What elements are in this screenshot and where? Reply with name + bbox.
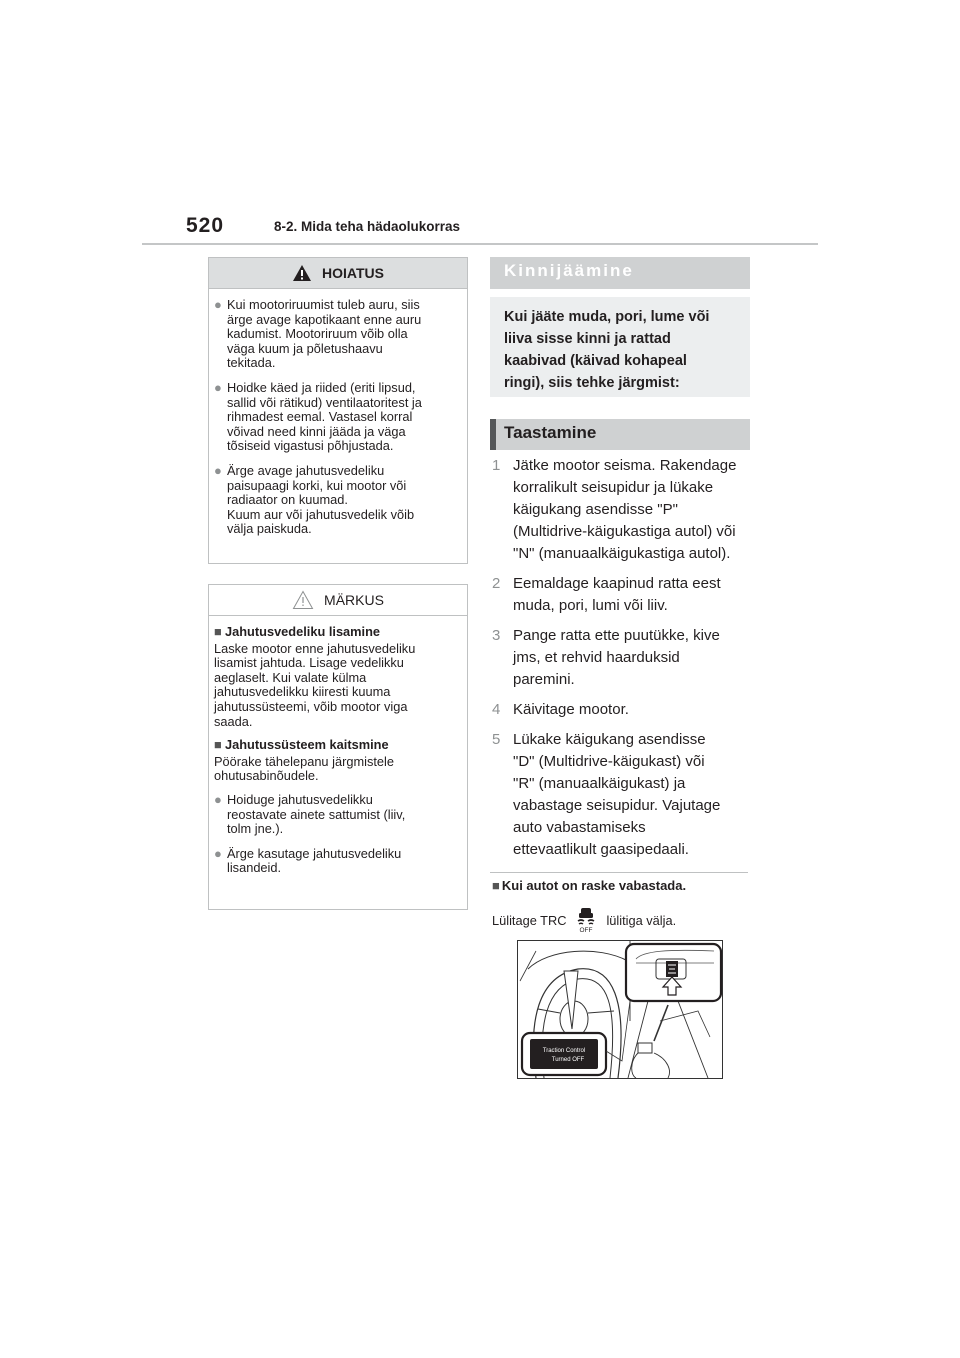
warning-body — [209, 289, 467, 555]
step-text: Lükake käigukang asendisse "D" (Multidrive-käigukast) või "R" (manuaalkäigukast) ja vabastage seisupidur. Vajutage auto vabastamiseks ettevaatlikult gaasipedaali. — [513, 731, 721, 858]
caution-triangle-icon — [292, 590, 314, 610]
notice-paragraph: Laske mootor enne jahutusvedeliku lisamist jahtuda. Lisage vedelikku aeglaselt. Kui valate külma jahutusvedelikku kiiresti kuuma jahutussüsteemi, võib mootor viga saada. — [214, 640, 416, 729]
notice-body — [209, 616, 467, 894]
step-item — [492, 625, 752, 691]
note-line — [492, 907, 676, 933]
notice-header — [209, 585, 467, 616]
bullet-dot-icon: ● — [214, 791, 222, 807]
warning-item-text: Ärge avage jahutusvedeliku paisupaagi korki, kui mootor või radiaator on kuumad. Kuum aur või jahutusvedelik võib välja paiskuda. — [227, 462, 415, 537]
section-title: 8-2. Mida teha hädaolukorras — [274, 219, 461, 234]
step-item — [492, 729, 752, 861]
step-number: 2 — [492, 575, 501, 592]
warning-title: HOIATUS — [322, 265, 384, 281]
step-item — [492, 455, 752, 565]
trc-off-icon — [574, 907, 598, 933]
notice-subheading — [214, 625, 457, 640]
step-number: 4 — [492, 701, 501, 718]
warning-item — [214, 298, 457, 371]
notice-item — [214, 793, 457, 837]
taastamine-title: Taastamine — [490, 419, 750, 450]
note-text-before: Lülitage TRC — [492, 912, 567, 928]
notice-item-text: Ärge kasutage jahutusvedeliku lisandeid. — [227, 845, 402, 876]
step-number: 3 — [492, 627, 501, 644]
dashboard-drawing — [518, 941, 722, 1078]
notice-title: MÄRKUS — [324, 592, 384, 608]
page-number: 520 — [186, 214, 225, 237]
section-divider — [490, 872, 748, 873]
notice-subheading-text: Jahutussüsteem kaitsmine — [225, 737, 389, 753]
note-text-after: lülitiga välja. — [606, 912, 677, 928]
square-bullet-icon: ■ — [492, 878, 500, 893]
step-text: Käivitage mootor. — [513, 701, 629, 718]
warning-triangle-icon — [292, 264, 312, 282]
note-heading — [492, 878, 686, 893]
step-item — [492, 699, 752, 721]
notice-paragraph: Pöörake tähelepanu järgmistele ohutusabinõudele. — [214, 753, 394, 784]
warning-header — [209, 258, 467, 289]
warning-item-text: Kui mootoriruumist tuleb auru, siis ärge avage kapotikaant enne auru kadumist. Mootoriruum võib olla väga kuum ja põletushaavu tekitada. — [227, 297, 422, 371]
badge-line-2: Turned OFF — [551, 1057, 585, 1063]
square-bullet-icon: ■ — [214, 737, 222, 753]
step-number: 1 — [492, 457, 501, 474]
step-text: Pange ratta ette puutükke, kive jms, et rehvid haarduksid paremini. — [513, 627, 720, 688]
step-text: Jätke mootor seisma. Rakendage korralikult seisupidur ja lükake käigukang asendisse "P" (Multidrive-käigukastiga autol) või "N" (manuaalkäigukastiga autol). — [513, 457, 737, 562]
bullet-dot-icon: ● — [214, 379, 222, 395]
notice-subheading-text: Jahutusvedeliku lisamine — [225, 624, 381, 639]
steps-list — [492, 455, 752, 869]
warning-item — [214, 464, 457, 537]
notice-item — [214, 847, 457, 876]
kinnijaamine-title: Kinnijäämine — [490, 257, 750, 289]
bullet-dot-icon: ● — [214, 297, 222, 312]
square-bullet-icon: ■ — [214, 624, 222, 639]
step-item — [492, 573, 752, 617]
note-heading-text: Kui autot on raske vabastada. — [501, 878, 687, 893]
dashboard-illustration — [517, 940, 723, 1079]
trc-off-label: OFF — [579, 927, 593, 933]
notice-item-text: Hoiduge jahutusvedelikku reostavate ainete sattumist (liiv, tolm jne.). — [227, 791, 406, 837]
notice-subheading — [214, 738, 457, 753]
step-number: 5 — [492, 731, 501, 748]
bullet-dot-icon: ● — [214, 845, 222, 861]
intro-box: Kui jääte muda, pori, lume või liiva sisse kinni ja rattad kaabivad (käivad kohapeal ringi), siis tehke järgmist: — [490, 297, 750, 397]
header-divider — [142, 243, 818, 245]
step-text: Eemaldage kaapinud ratta eest muda, pori, lumi või liiv. — [513, 575, 721, 614]
warning-item-text: Hoidke käed ja riided (eriti lipsud, sallid või rätikud) ventilaatoritest ja rihmadest eemal. Vastasel korral võivad need kinni jääda ja väga tõsiseid vigastusi põhjustada. — [227, 379, 422, 454]
warning-box — [208, 257, 468, 564]
notice-box — [208, 584, 468, 910]
warning-item — [214, 381, 457, 454]
bullet-dot-icon: ● — [214, 462, 222, 478]
badge-line-1: Traction Control — [542, 1048, 586, 1054]
